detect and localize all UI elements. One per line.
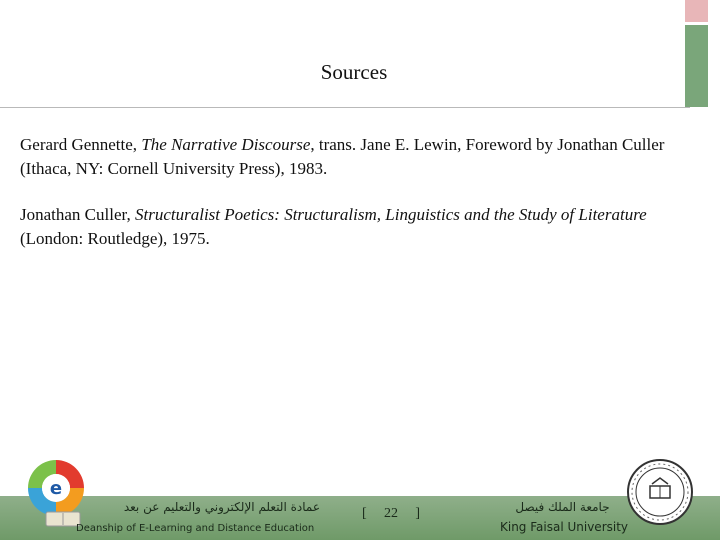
reference-title: Structuralist Poetics: Structuralism, Linguistics and the Study of Literature — [135, 205, 647, 224]
slide-title: Sources — [320, 60, 388, 84]
reference-author: Gerard Gennette, — [20, 135, 142, 154]
reference-item — [20, 133, 685, 181]
title-divider — [0, 107, 690, 108]
references-list — [20, 133, 685, 273]
bracket-close: ] — [415, 506, 420, 521]
university-name-arabic: جامعة الملك فيصل — [515, 500, 610, 514]
deanship-name-english: Deanship of E-Learning and Distance Education — [76, 523, 315, 534]
deanship-logo-icon — [24, 456, 88, 532]
university-seal-icon — [625, 456, 695, 532]
university-name-english: King Faisal University — [500, 520, 629, 534]
page-number-group — [362, 506, 420, 522]
bracket-open: [ — [362, 506, 367, 521]
deanship-name-arabic: عمادة التعلم الإلكتروني والتعليم عن بعد — [123, 500, 320, 514]
reference-title: The Narrative Discourse — [141, 135, 311, 154]
reference-author: Jonathan Culler, — [20, 205, 135, 224]
reference-details: (London: Routledge), 1975. — [20, 229, 210, 248]
svg-text:e: e — [49, 478, 63, 499]
reference-details: , trans. Jane E. Lewin, Foreword by Jonathan Culler (Ithaca, NY: Cornell University Press), 1983. — [20, 135, 665, 178]
reference-item — [20, 203, 685, 251]
corner-accent-pink — [685, 0, 708, 22]
page-number: 22 — [384, 506, 398, 521]
